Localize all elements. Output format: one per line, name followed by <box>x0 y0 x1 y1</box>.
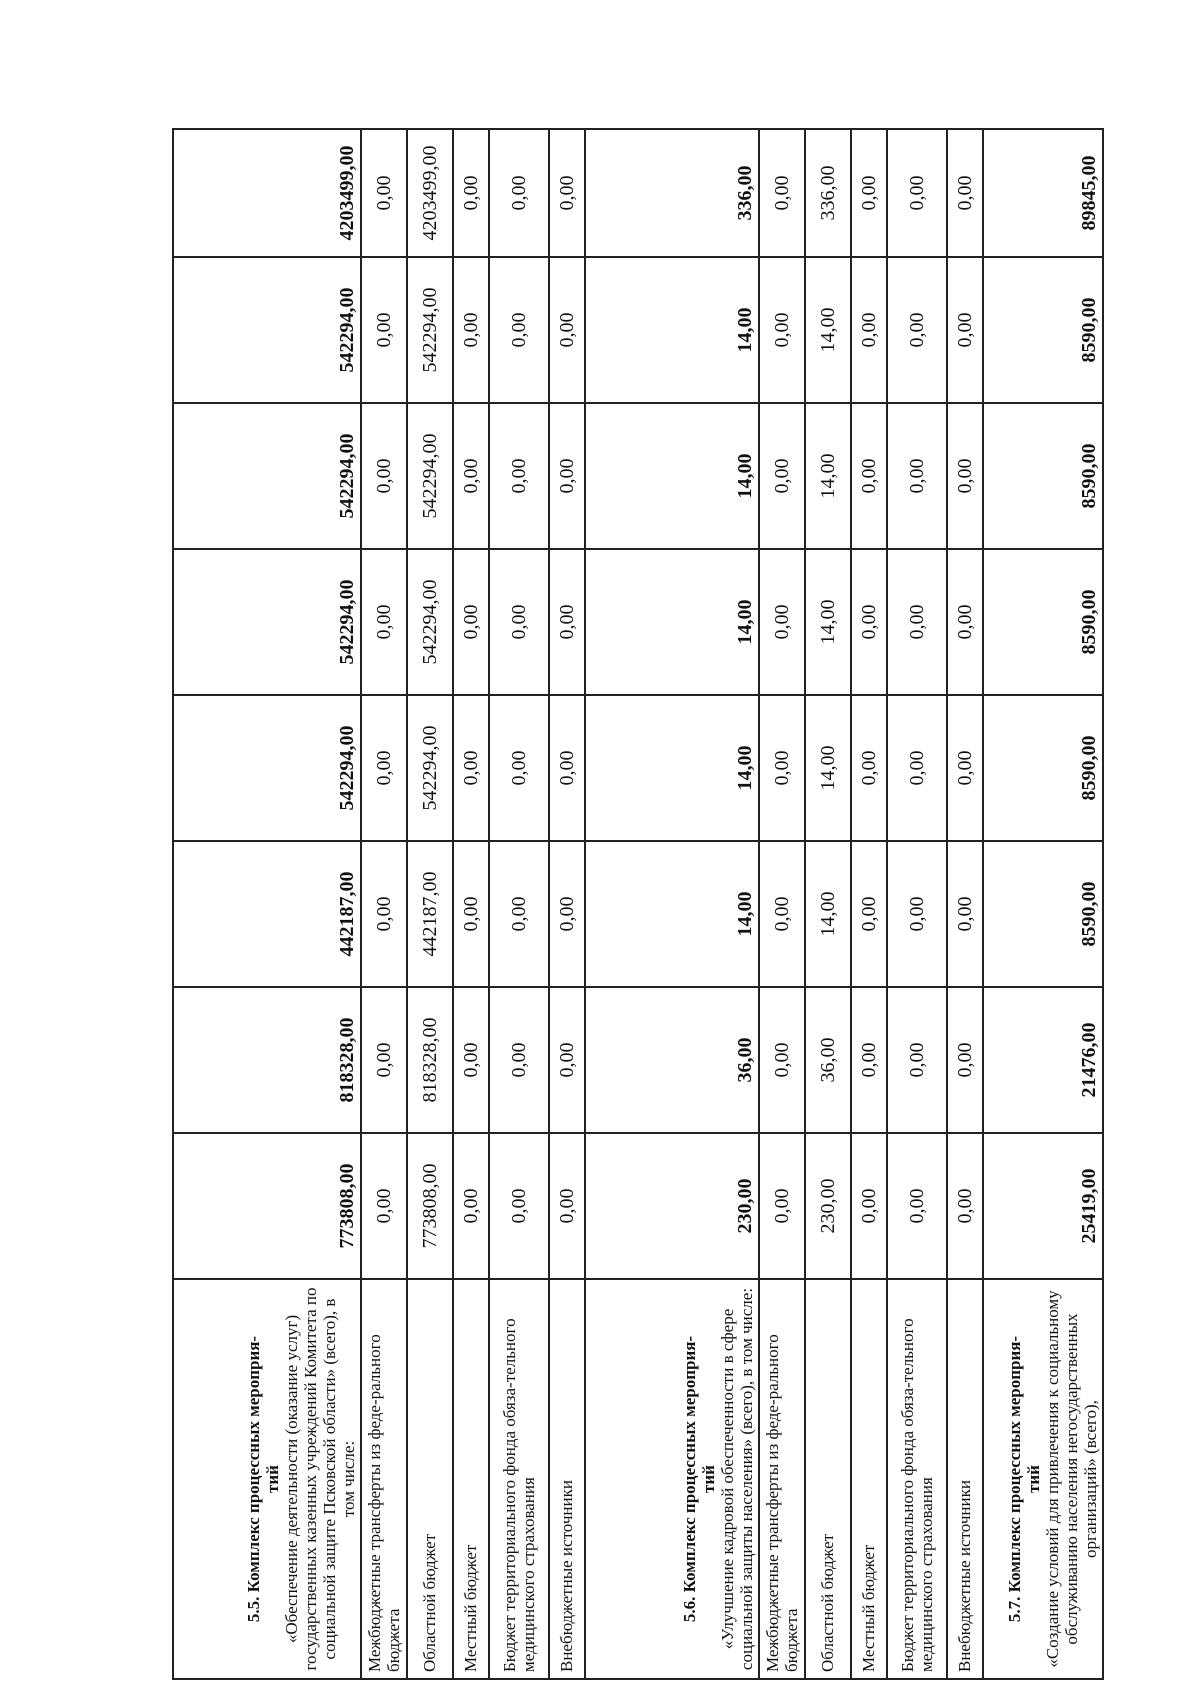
value-cell: 0,00 <box>489 841 549 987</box>
budget-table <box>172 128 1104 1680</box>
section-header-cell <box>585 1279 759 1679</box>
value-cell: 0,00 <box>947 129 983 257</box>
value-cell: 0,00 <box>947 257 983 403</box>
value-cell: 0,00 <box>489 549 549 695</box>
budget-source-label: Местный бюджет <box>851 1279 887 1679</box>
value-cell: 0,00 <box>759 987 805 1133</box>
value-cell: 0,00 <box>453 403 489 549</box>
total-value-cell: 442187,00 <box>173 841 361 987</box>
value-cell: 0,00 <box>851 403 887 549</box>
budget-source-row <box>887 129 947 1679</box>
section-total-row <box>173 129 361 1679</box>
total-value-cell: 8590,00 <box>983 549 1103 695</box>
total-value-cell: 773808,00 <box>173 1133 361 1279</box>
value-cell: 0,00 <box>851 987 887 1133</box>
total-value-cell: 336,00 <box>585 129 759 257</box>
total-value-cell: 818328,00 <box>173 987 361 1133</box>
budget-source-row <box>453 129 489 1679</box>
total-value-cell: 4203499,00 <box>173 129 361 257</box>
value-cell: 14,00 <box>805 549 851 695</box>
budget-source-row <box>361 129 407 1679</box>
value-cell: 0,00 <box>489 695 549 841</box>
total-value-cell: 14,00 <box>585 403 759 549</box>
total-value-cell: 542294,00 <box>173 257 361 403</box>
section-description: «Улучшение кадровой обеспеченности в сфере социальной защиты населения» (всего), в том числе: <box>717 1287 756 1671</box>
rotated-page <box>172 130 1100 1680</box>
total-value-cell: 8590,00 <box>983 841 1103 987</box>
value-cell: 773808,00 <box>407 1133 453 1279</box>
value-cell: 0,00 <box>887 403 947 549</box>
budget-source-label: Бюджет территориального фонда обяза-тельного медицинского страхования <box>887 1279 947 1679</box>
value-cell: 0,00 <box>887 257 947 403</box>
section-title: 5.7. Комплекс процессных мероприя- <box>1004 1335 1024 1623</box>
budget-source-label: Внебюджетные источники <box>549 1279 585 1679</box>
value-cell: 0,00 <box>489 257 549 403</box>
value-cell: 0,00 <box>489 403 549 549</box>
value-cell: 0,00 <box>851 1133 887 1279</box>
value-cell: 0,00 <box>759 549 805 695</box>
total-value-cell: 542294,00 <box>173 403 361 549</box>
value-cell: 0,00 <box>759 695 805 841</box>
budget-source-label: Областной бюджет <box>407 1279 453 1679</box>
value-cell: 0,00 <box>759 129 805 257</box>
value-cell: 14,00 <box>805 695 851 841</box>
section-description: «Создание условий для привлечения к социальному обслуживанию населения негосударственных организаций» (всего), <box>1042 1290 1100 1668</box>
value-cell: 442187,00 <box>407 841 453 987</box>
value-cell: 0,00 <box>361 695 407 841</box>
value-cell: 0,00 <box>759 257 805 403</box>
value-cell: 0,00 <box>453 1133 489 1279</box>
value-cell: 0,00 <box>361 549 407 695</box>
budget-source-label: Бюджет территориального фонда обяза-тельного медицинского страхования <box>489 1279 549 1679</box>
value-cell: 0,00 <box>361 1133 407 1279</box>
total-value-cell: 14,00 <box>585 549 759 695</box>
value-cell: 336,00 <box>805 129 851 257</box>
value-cell: 542294,00 <box>407 549 453 695</box>
value-cell: 0,00 <box>851 129 887 257</box>
value-cell: 0,00 <box>887 987 947 1133</box>
value-cell: 0,00 <box>887 841 947 987</box>
value-cell: 0,00 <box>851 841 887 987</box>
budget-source-row <box>851 129 887 1679</box>
total-value-cell: 14,00 <box>585 257 759 403</box>
value-cell: 14,00 <box>805 403 851 549</box>
section-description: «Обеспечение деятельности (оказание услуг) государственных казенных учреждений Комитета по социальной защите Псковской области» (всего), в том числе: <box>281 1287 358 1671</box>
value-cell: 0,00 <box>361 841 407 987</box>
budget-source-row <box>407 129 453 1679</box>
value-cell: 0,00 <box>947 1133 983 1279</box>
total-value-cell: 230,00 <box>585 1133 759 1279</box>
total-value-cell: 542294,00 <box>173 549 361 695</box>
value-cell: 0,00 <box>759 403 805 549</box>
value-cell: 0,00 <box>947 841 983 987</box>
section-title-cont: тий <box>1023 1465 1043 1493</box>
value-cell: 0,00 <box>453 987 489 1133</box>
value-cell: 0,00 <box>887 695 947 841</box>
section-header-cell <box>983 1279 1103 1679</box>
value-cell: 36,00 <box>805 987 851 1133</box>
section-title: 5.6. Комплекс процессных мероприя- <box>679 1335 699 1623</box>
value-cell: 14,00 <box>805 257 851 403</box>
value-cell: 0,00 <box>887 549 947 695</box>
value-cell: 0,00 <box>549 257 585 403</box>
value-cell: 0,00 <box>549 549 585 695</box>
value-cell: 0,00 <box>759 841 805 987</box>
value-cell: 0,00 <box>489 1133 549 1279</box>
value-cell: 0,00 <box>947 695 983 841</box>
value-cell: 0,00 <box>453 129 489 257</box>
section-title-cont: тий <box>698 1465 718 1493</box>
value-cell: 0,00 <box>887 129 947 257</box>
value-cell: 542294,00 <box>407 403 453 549</box>
total-value-cell: 89845,00 <box>983 129 1103 257</box>
total-value-cell: 8590,00 <box>983 695 1103 841</box>
value-cell: 4203499,00 <box>407 129 453 257</box>
section-title-cont: тий <box>262 1465 282 1493</box>
value-cell: 0,00 <box>851 549 887 695</box>
budget-source-row <box>549 129 585 1679</box>
value-cell: 230,00 <box>805 1133 851 1279</box>
value-cell: 0,00 <box>851 695 887 841</box>
budget-source-row <box>759 129 805 1679</box>
value-cell: 0,00 <box>549 129 585 257</box>
value-cell: 0,00 <box>759 1133 805 1279</box>
value-cell: 0,00 <box>489 129 549 257</box>
value-cell: 0,00 <box>851 257 887 403</box>
total-value-cell: 14,00 <box>585 841 759 987</box>
total-value-cell: 36,00 <box>585 987 759 1133</box>
value-cell: 0,00 <box>361 987 407 1133</box>
section-header-cell <box>173 1279 361 1679</box>
total-value-cell: 8590,00 <box>983 257 1103 403</box>
value-cell: 542294,00 <box>407 257 453 403</box>
section-total-row <box>585 129 759 1679</box>
value-cell: 0,00 <box>549 841 585 987</box>
value-cell: 818328,00 <box>407 987 453 1133</box>
value-cell: 0,00 <box>361 129 407 257</box>
value-cell: 0,00 <box>947 549 983 695</box>
value-cell: 14,00 <box>805 841 851 987</box>
value-cell: 0,00 <box>947 987 983 1133</box>
value-cell: 0,00 <box>887 1133 947 1279</box>
total-value-cell: 8590,00 <box>983 403 1103 549</box>
budget-source-row <box>947 129 983 1679</box>
budget-source-label: Областной бюджет <box>805 1279 851 1679</box>
value-cell: 0,00 <box>361 257 407 403</box>
value-cell: 0,00 <box>489 987 549 1133</box>
total-value-cell: 14,00 <box>585 695 759 841</box>
value-cell: 0,00 <box>453 257 489 403</box>
value-cell: 0,00 <box>947 403 983 549</box>
total-value-cell: 542294,00 <box>173 695 361 841</box>
total-value-cell: 25419,00 <box>983 1133 1103 1279</box>
value-cell: 0,00 <box>549 987 585 1133</box>
value-cell: 542294,00 <box>407 695 453 841</box>
budget-source-label: Межбюджетные трансферты из феде-рального бюджета <box>361 1279 407 1679</box>
budget-source-row <box>489 129 549 1679</box>
value-cell: 0,00 <box>549 403 585 549</box>
total-value-cell: 21476,00 <box>983 987 1103 1133</box>
value-cell: 0,00 <box>549 695 585 841</box>
budget-source-label: Внебюджетные источники <box>947 1279 983 1679</box>
budget-source-label: Местный бюджет <box>453 1279 489 1679</box>
section-title: 5.5. Комплекс процессных мероприя- <box>243 1335 263 1623</box>
budget-source-label: Межбюджетные трансферты из феде-рального бюджета <box>759 1279 805 1679</box>
value-cell: 0,00 <box>549 1133 585 1279</box>
value-cell: 0,00 <box>361 403 407 549</box>
value-cell: 0,00 <box>453 695 489 841</box>
budget-source-row <box>805 129 851 1679</box>
value-cell: 0,00 <box>453 549 489 695</box>
value-cell: 0,00 <box>453 841 489 987</box>
section-total-row <box>983 129 1103 1679</box>
